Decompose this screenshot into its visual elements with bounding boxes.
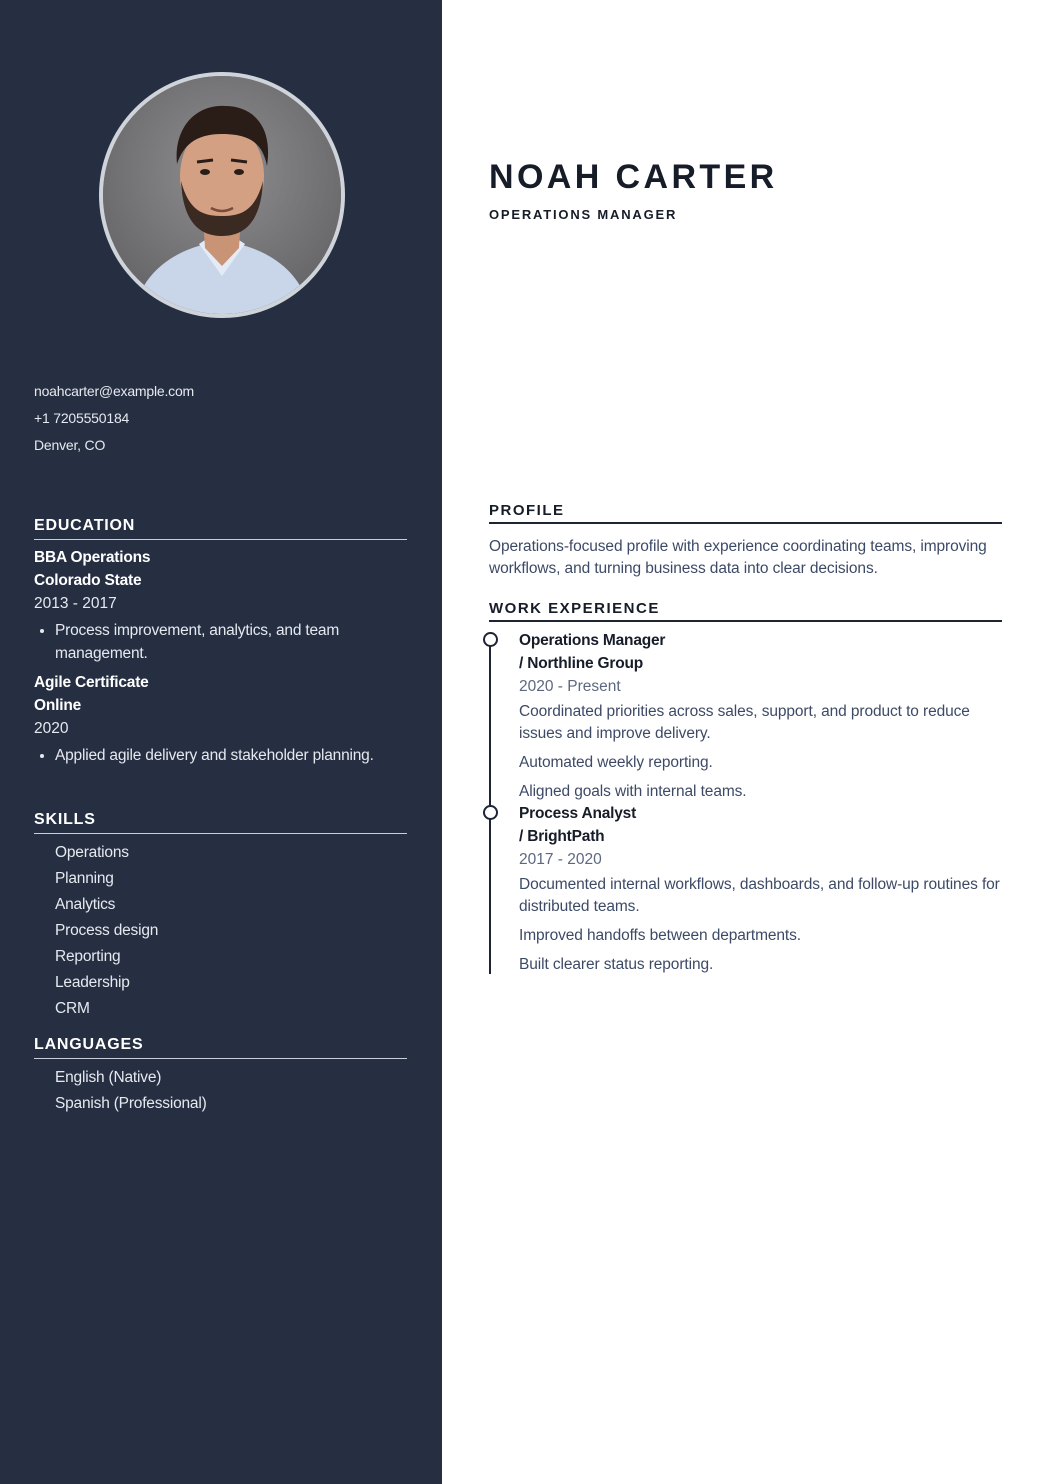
education-title: EDUCATION <box>34 517 407 540</box>
education-section <box>34 517 407 773</box>
education-degree: BBA Operations <box>34 549 151 566</box>
profile-title: PROFILE <box>489 502 1002 524</box>
education-note: • Applied agile delivery and stakeholder planning. <box>55 744 407 767</box>
work-experience-title: WORK EXPERIENCE <box>489 600 1002 622</box>
job-company: / BrightPath <box>519 828 605 845</box>
job-dates: 2020 - Present <box>519 678 621 695</box>
education-note: • Process improvement, analytics, and team management. <box>55 619 407 665</box>
profile-photo <box>99 72 345 318</box>
skill-item: Planning <box>55 870 114 887</box>
job-company: / Northline Group <box>519 655 644 672</box>
job-point: Aligned goals with internal teams. <box>519 783 747 800</box>
work-experience-section <box>489 600 1002 622</box>
education-school: Online <box>34 697 82 714</box>
language-item: English (Native) <box>55 1069 162 1086</box>
job-point: Improved handoffs between departments. <box>519 927 801 944</box>
contact-email[interactable]: noahcarter@example.com <box>34 383 194 399</box>
skill-item: Reporting <box>55 948 121 965</box>
job-point: Automated weekly reporting. <box>519 754 713 771</box>
portrait-photo-icon <box>103 76 341 314</box>
education-degree: Agile Certificate <box>34 674 149 691</box>
job-description: Coordinated priorities across sales, support, and product to reduce issues and improve delivery. <box>519 703 970 742</box>
education-years: 2020 <box>34 720 69 737</box>
contact-block <box>34 382 194 463</box>
education-notes <box>34 619 407 665</box>
skill-item: Leadership <box>55 974 130 991</box>
language-item: Spanish (Professional) <box>55 1095 207 1112</box>
skills-section <box>34 811 407 1022</box>
contact-phone[interactable]: +1 7205550184 <box>34 410 130 426</box>
job-dates: 2017 - 2020 <box>519 851 602 868</box>
candidate-name: NOAH CARTER <box>489 158 778 196</box>
skill-item: CRM <box>55 1000 90 1017</box>
languages-list <box>34 1065 407 1117</box>
job-title: Process Analyst <box>519 805 637 822</box>
languages-section <box>34 1036 407 1117</box>
timeline-dot-icon <box>483 805 498 820</box>
job-title: Operations Manager <box>519 632 666 649</box>
job-description: Documented internal workflows, dashboards, and follow-up routines for distributed teams. <box>519 876 1000 915</box>
languages-title: LANGUAGES <box>34 1036 407 1059</box>
skill-item: Analytics <box>55 896 116 913</box>
education-item <box>34 671 407 767</box>
education-school: Colorado State <box>34 572 142 589</box>
education-item <box>34 546 407 665</box>
profile-text: Operations-focused profile with experience coordinating teams, improving workflows, and turning business data into clear decisions. <box>489 538 987 577</box>
timeline-dot-icon <box>483 632 498 647</box>
candidate-role: OPERATIONS MANAGER <box>489 207 678 222</box>
skill-item: Operations <box>55 844 129 861</box>
job-entry <box>519 629 1009 803</box>
skills-title: SKILLS <box>34 811 407 834</box>
sidebar <box>0 0 442 1484</box>
skill-item: Process design <box>55 922 159 939</box>
education-notes <box>34 744 407 767</box>
profile-section <box>489 502 1002 580</box>
contact-location: Denver, CO <box>34 437 106 453</box>
education-years: 2013 - 2017 <box>34 595 117 612</box>
job-point: Built clearer status reporting. <box>519 956 714 973</box>
job-entry <box>519 802 1009 976</box>
skills-list <box>34 840 407 1022</box>
